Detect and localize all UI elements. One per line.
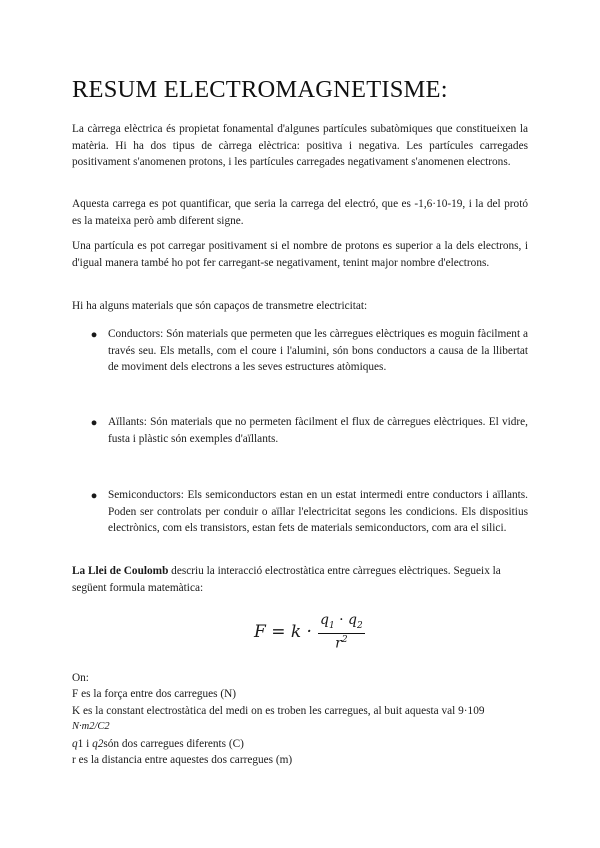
list-item-conductors (90, 326, 528, 376)
definitions-heading: On: (72, 672, 89, 684)
paragraph-quantify: Aquesta carrega es pot quantificar, que seria la carrega del electró, que es -1,6·10-19, i la del protó es la mateixa però amb diferent signe. (72, 198, 528, 227)
list-item-text: Conductors: Són materials que permeten que les càrregues elèctriques es moguin fàcilment a través seu. Els metalls, com el coure i l'alumini, són bons conductors a causa de la llibertat de moviment dels electrons a les seves estructures atòmiques. (108, 328, 528, 374)
list-item-insulators (90, 414, 528, 447)
coulomb-law-description: descriu la interacció electrostàtica entre càrregues elèctriques. Segueix la següent formula matemàtica: (72, 565, 501, 594)
paragraph-particle-charging: Una partícula es pot carregar positivament si el nombre de protons es superior a la dels electrons, i d'igual manera també ho pot fer carregant-se negativament, tenint major nombre d'electrons. (72, 240, 528, 269)
definition-constant-units: N·m2/C2 (72, 721, 110, 733)
bullet-marker: ● (90, 490, 98, 502)
definition-distance: r es la distancia entre aquestes dos carregues (m) (72, 754, 293, 767)
coulomb-formula (254, 608, 365, 656)
definition-charges: q1 i q2són dos carregues diferents (C) (72, 737, 244, 750)
paragraph-coulomb-law (72, 563, 528, 596)
definition-force: F es la força entre dos carregues (N) (72, 688, 237, 701)
formula-denominator: $r^2$ (335, 635, 348, 652)
formula-lhs: F = k · (254, 622, 312, 642)
definition-constant: K es la constant electrostàtica del medi on es troben les carregues, al buit aquesta val 9·109 (72, 704, 485, 717)
coulomb-law-term: La Llei de Coulomb (72, 565, 169, 577)
list-item-text: Aïllants: Són materials que no permeten fàcilment el flux de càrregues elèctriques. El vidre, fusta i plàstic són exemples d'aïllants. (108, 416, 528, 445)
formula-fraction (318, 612, 365, 651)
bullet-marker: ● (90, 417, 98, 429)
formula-numerator: $q_1 \cdot q_2$ (318, 612, 365, 634)
paragraph-charge: La càrrega elèctrica és propietat fonamental d'algunes partícules subatòmiques que constitueixen la matèria. Hi ha dos tipus de càrrega elèctrica: positiva i negativa. Les partícules carregades positivament s'anomenen protons, i les partícules carregades negativament s'anomenen electrons. (72, 123, 528, 169)
document-title: RESUM ELECTROMAGNETISME: (72, 76, 448, 103)
list-item-semiconductors (90, 487, 528, 537)
paragraph-materials-intro: Hi ha alguns materials que són capaços de transmetre electricitat: (72, 300, 368, 312)
definitions-block (72, 670, 542, 768)
bullet-marker: ● (90, 329, 98, 341)
list-item-text: Semiconductors: Els semiconductors estan en un estat intermedi entre conductors i aïllants. Poden ser controlats per conduir o aïllar l'electricitat segons les condicions. Els dispositius electrònics, com els transistors, estan fets de materials semiconductors, com ara el silici. (108, 489, 528, 535)
